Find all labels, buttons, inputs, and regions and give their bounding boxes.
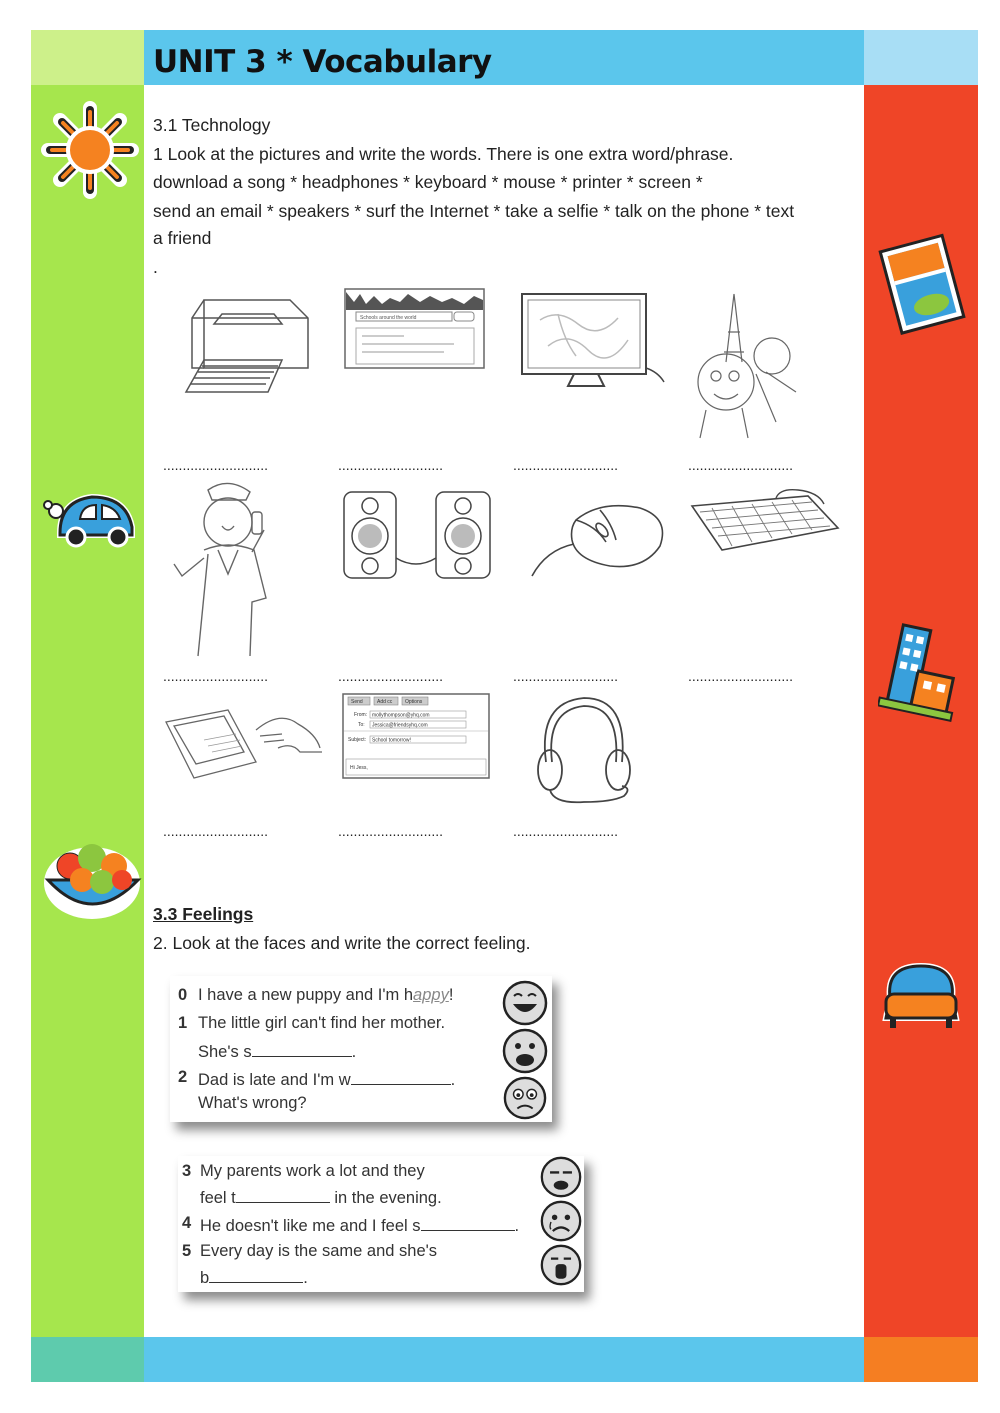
item-2-answer-blank[interactable] bbox=[351, 1068, 451, 1085]
talk-on-phone-picture bbox=[168, 478, 288, 660]
item-4-text-a: He doesn't like me and I feel s bbox=[200, 1217, 421, 1235]
bored-face-icon bbox=[540, 1244, 582, 1286]
item-1-text-b: . bbox=[351, 1043, 357, 1061]
corner-top-left bbox=[31, 30, 144, 85]
fruit-bowl-icon bbox=[40, 828, 145, 923]
corner-bottom-right bbox=[864, 1337, 978, 1382]
email-tab-options: Options bbox=[405, 699, 423, 705]
word-list-line-3: a friend bbox=[153, 228, 212, 248]
left-margin-column bbox=[31, 85, 144, 1337]
email-from-value: mollythompson@yhq.com bbox=[372, 712, 430, 719]
happy-face-icon bbox=[502, 980, 548, 1026]
item-1-text-a: She's s bbox=[198, 1043, 252, 1061]
item-0-text-b: ! bbox=[448, 986, 454, 1004]
corner-top-right bbox=[864, 30, 978, 85]
answer-blank-10[interactable]: ........................... bbox=[338, 823, 444, 839]
feelings-box-2 bbox=[178, 1156, 584, 1292]
feelings-instruction: 2. Look at the faces and write the correct feeling. bbox=[153, 933, 531, 953]
section-technology-title: 3.1 Technology bbox=[153, 115, 271, 135]
headphones-picture bbox=[528, 692, 638, 808]
item-2-line-2: What's wrong? bbox=[198, 1094, 307, 1112]
answer-blank-2[interactable]: ........................... bbox=[338, 457, 444, 473]
word-list-line-1: download a song * headphones * keyboard * mouse * printer * screen * bbox=[153, 172, 703, 192]
answer-blank-3[interactable]: ........................... bbox=[513, 457, 619, 473]
text-friend-picture bbox=[160, 704, 322, 782]
answer-blank-6[interactable]: ........................... bbox=[338, 668, 444, 684]
answer-blank-5[interactable]: ........................... bbox=[163, 668, 269, 684]
email-tab-send: Send bbox=[351, 699, 363, 705]
email-subject-label: Subject: bbox=[348, 737, 367, 743]
item-2-line-1 bbox=[198, 1068, 455, 1090]
keyboard-picture bbox=[688, 486, 840, 552]
item-4-line-1 bbox=[200, 1214, 519, 1236]
item-5-text-b: . bbox=[303, 1269, 308, 1287]
email-body-text: Hi Jess, bbox=[350, 765, 368, 771]
section-feelings-title: 3.3 Feelings bbox=[153, 904, 254, 924]
sun-icon bbox=[40, 100, 140, 200]
answer-blank-8[interactable]: ........................... bbox=[688, 668, 794, 684]
stray-dot: . bbox=[153, 257, 158, 277]
item-3-text-b: in the evening. bbox=[329, 1189, 442, 1207]
answer-blank-11[interactable]: ........................... bbox=[513, 823, 619, 839]
item-0-example-answer: appy bbox=[413, 986, 449, 1004]
word-list-line-2: send an email * speakers * surf the Internet * take a selfie * talk on the phone * text bbox=[153, 201, 795, 221]
send-email-picture bbox=[342, 693, 490, 779]
worried-face-icon bbox=[502, 1076, 548, 1120]
answer-blank-7[interactable]: ........................... bbox=[513, 668, 619, 684]
item-4-answer-blank[interactable] bbox=[421, 1214, 515, 1231]
technology-instruction: 1 Look at the pictures and write the words. There is one extra word/phrase. bbox=[153, 144, 734, 164]
mouse-picture bbox=[526, 500, 670, 582]
answer-blank-9[interactable]: ........................... bbox=[163, 823, 269, 839]
speakers-picture bbox=[342, 488, 494, 582]
bottom-bar bbox=[144, 1337, 864, 1382]
answer-blank-1[interactable]: ........................... bbox=[163, 457, 269, 473]
tired-face-icon bbox=[540, 1156, 582, 1198]
screen-picture bbox=[518, 290, 668, 388]
email-to-value: Jessica@friendsyhq.com bbox=[372, 722, 428, 729]
item-5-answer-blank[interactable] bbox=[209, 1266, 303, 1283]
page-title: UNIT 3 * Vocabulary bbox=[153, 44, 492, 80]
take-selfie-picture bbox=[686, 292, 806, 442]
surf-internet-picture bbox=[344, 288, 486, 370]
email-subject-value: School tomorrow! bbox=[372, 737, 411, 744]
item-5-line-2 bbox=[200, 1266, 308, 1288]
item-number: 0 bbox=[178, 986, 188, 1004]
item-0-text-a: I have a new puppy and I'm h bbox=[198, 986, 414, 1004]
item-1-answer-blank[interactable] bbox=[252, 1040, 352, 1057]
item-number: 1 bbox=[178, 1014, 188, 1032]
item-5-line-1: Every day is the same and she's bbox=[200, 1242, 438, 1260]
email-from-label: From: bbox=[354, 712, 368, 718]
item-number: 3 bbox=[182, 1162, 192, 1180]
item-0-sentence bbox=[198, 986, 453, 1005]
item-1-line-2 bbox=[198, 1040, 356, 1062]
item-3-answer-blank[interactable] bbox=[236, 1186, 330, 1203]
item-5-text-a: b bbox=[200, 1269, 210, 1287]
car-icon bbox=[42, 483, 142, 553]
item-number: 5 bbox=[182, 1242, 192, 1260]
item-number: 2 bbox=[178, 1068, 188, 1086]
corner-bottom-left bbox=[31, 1337, 144, 1382]
item-3-text-a: feel t bbox=[200, 1189, 236, 1207]
item-3-line-2 bbox=[200, 1186, 442, 1208]
item-2-text-b: . bbox=[450, 1071, 456, 1089]
window-picture-icon bbox=[876, 232, 971, 337]
item-3-line-1: My parents work a lot and they bbox=[200, 1162, 425, 1180]
email-tab-add-cc: Add cc bbox=[377, 699, 393, 705]
email-to-label: To: bbox=[358, 722, 365, 728]
sad-face-icon bbox=[502, 1028, 548, 1074]
item-number: 4 bbox=[182, 1214, 192, 1232]
item-1-line-1: The little girl can't find her mother. bbox=[198, 1014, 446, 1032]
item-4-text-b: . bbox=[514, 1217, 520, 1235]
armchair-icon bbox=[876, 958, 966, 1036]
feelings-box-1 bbox=[170, 976, 552, 1122]
upset-face-icon bbox=[540, 1200, 582, 1242]
item-2-text-a: Dad is late and I'm w bbox=[198, 1071, 351, 1089]
building-icon bbox=[878, 622, 968, 722]
printer-picture bbox=[182, 288, 322, 398]
answer-blank-4[interactable]: ........................... bbox=[688, 457, 794, 473]
search-box-text: Schools around the world bbox=[360, 315, 417, 321]
